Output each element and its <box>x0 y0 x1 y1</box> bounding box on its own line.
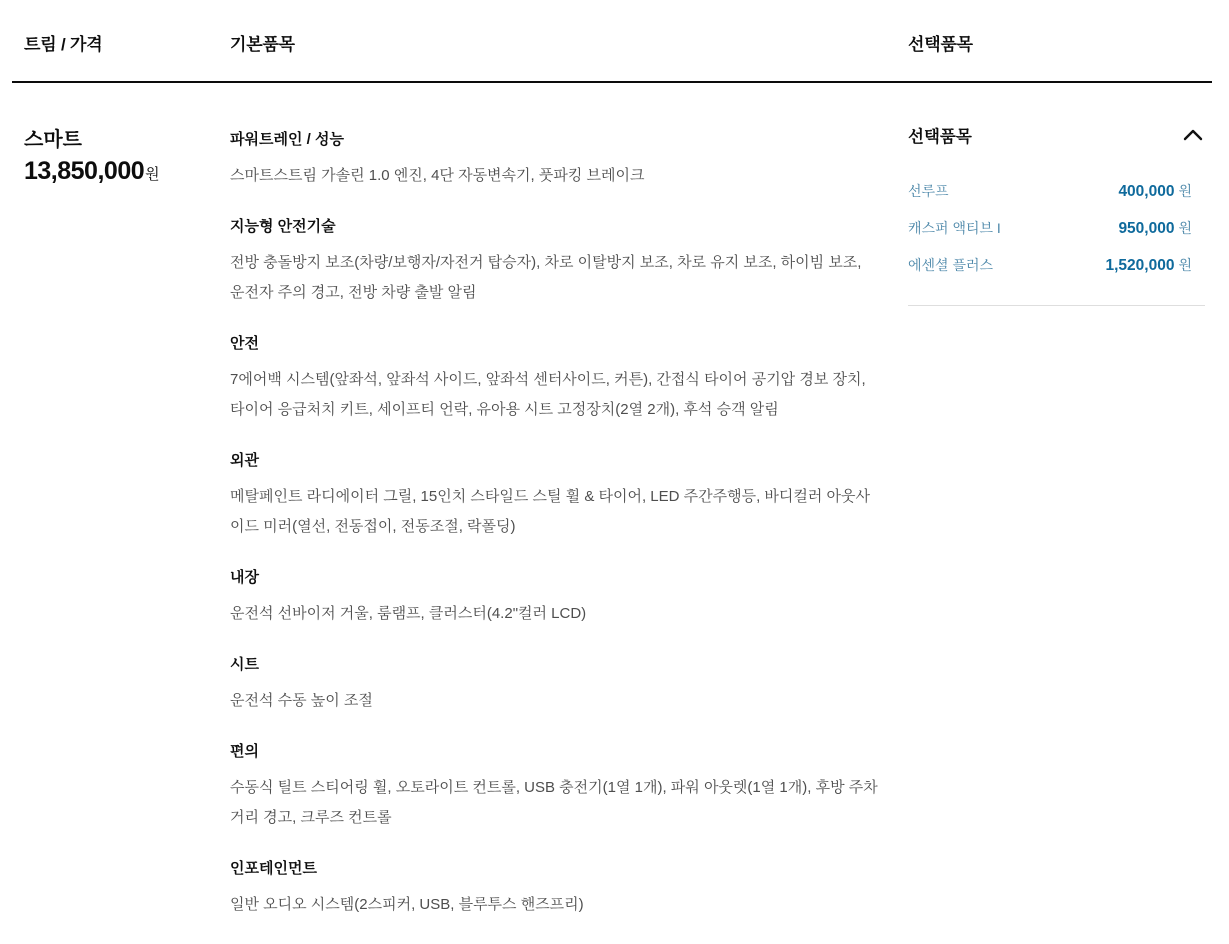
spec-section-exterior <box>230 449 880 542</box>
trim-price-unit: 원 <box>145 166 160 183</box>
spec-section-heading: 파워트레인 / 성능 <box>230 131 344 148</box>
spec-section-body: 메탈페인트 라디에이터 그릴, 15인치 스타일드 스틸 휠 & 타이어, LED 주간주행등, 바디컬러 아웃사이드 미러(열선, 전동접이, 전동조절, 락폴딩) <box>230 488 871 535</box>
optional-item-price <box>1118 218 1192 238</box>
spec-section-powertrain <box>230 128 880 191</box>
optional-item-price-unit: 원 <box>1178 220 1192 236</box>
spec-section-heading: 인포테인먼트 <box>230 860 317 877</box>
trim-name: 스마트 <box>24 129 82 151</box>
spec-section-body: 7에어백 시스템(앞좌석, 앞좌석 사이드, 앞좌석 센터사이드, 커튼), 간접식 타이어 공기압 경보 장치, 타이어 응급처치 키트, 세이프티 언락, 유아용 시트 고정장치(2열 2개), 후석 승객 알림 <box>230 371 866 418</box>
optional-item-price-unit: 원 <box>1178 183 1192 199</box>
spec-section-convenience <box>230 740 880 833</box>
optional-panel-header[interactable] <box>908 123 1205 147</box>
optional-items-list <box>908 181 1205 275</box>
spec-section-body: 일반 오디오 시스템(2스피커, USB, 블루투스 핸즈프리) <box>230 896 584 913</box>
header-optional-items: 선택품목 <box>908 35 973 54</box>
spec-section-body: 수동식 틸트 스티어링 휠, 오토라이트 컨트롤, USB 충전기(1열 1개), 파워 아웃렛(1열 1개), 후방 주차거리 경고, 크루즈 컨트롤 <box>230 779 878 826</box>
spec-section-heading: 편의 <box>230 743 259 760</box>
header-trim-price: 트림 / 가격 <box>24 35 103 54</box>
spec-section-heading: 지능형 안전기술 <box>230 218 336 235</box>
optional-item-price <box>1106 255 1193 275</box>
trim-price <box>24 157 230 186</box>
base-items-column <box>230 123 880 944</box>
spec-section-heading: 내장 <box>230 569 259 586</box>
optional-items-panel <box>908 123 1205 306</box>
spec-section-interior <box>230 566 880 629</box>
spec-section-infotainment <box>230 857 880 920</box>
spec-section-safety <box>230 332 880 425</box>
optional-item-label[interactable]: 선루프 <box>908 183 949 199</box>
spec-section-adas <box>230 215 880 308</box>
header-base-items: 기본품목 <box>230 35 295 54</box>
spec-section-body: 운전석 선바이저 거울, 룸램프, 클러스터(4.2"컬러 LCD) <box>230 605 587 622</box>
optional-item-label[interactable]: 캐스퍼 액티브 I <box>908 220 1001 236</box>
optional-item-price-amount: 400,000 <box>1118 183 1175 200</box>
spec-section-body: 스마트스트림 가솔린 1.0 엔진, 4단 자동변속기, 풋파킹 브레이크 <box>230 167 645 184</box>
optional-item-row <box>908 255 1205 275</box>
spec-section-body: 운전석 수동 높이 조절 <box>230 692 373 709</box>
optional-item-price-amount: 950,000 <box>1118 220 1175 237</box>
spec-section-seat <box>230 653 880 716</box>
trim-cell <box>24 123 230 186</box>
spec-section-heading: 외관 <box>230 452 259 469</box>
table-header <box>0 0 1229 55</box>
optional-items-divider <box>908 305 1205 306</box>
spec-section-heading: 안전 <box>230 335 259 352</box>
optional-item-price-amount: 1,520,000 <box>1105 257 1175 274</box>
optional-item-price-unit: 원 <box>1178 257 1192 273</box>
spec-section-body: 전방 충돌방지 보조(차량/보행자/자전거 탑승자), 차로 이탈방지 보조, 차로 유지 보조, 하이빔 보조, 운전자 주의 경고, 전방 차량 출발 알림 <box>230 254 862 301</box>
trim-price-amount: 13,850,000 <box>24 157 145 185</box>
optional-item-row <box>908 181 1205 201</box>
chevron-up-icon[interactable] <box>1181 127 1205 143</box>
trim-row <box>0 83 1229 944</box>
optional-item-label[interactable]: 에센셜 플러스 <box>908 257 994 273</box>
optional-item-price <box>1118 181 1192 201</box>
optional-panel-title: 선택품목 <box>908 128 972 146</box>
spec-section-heading: 시트 <box>230 656 259 673</box>
optional-item-row <box>908 218 1205 238</box>
